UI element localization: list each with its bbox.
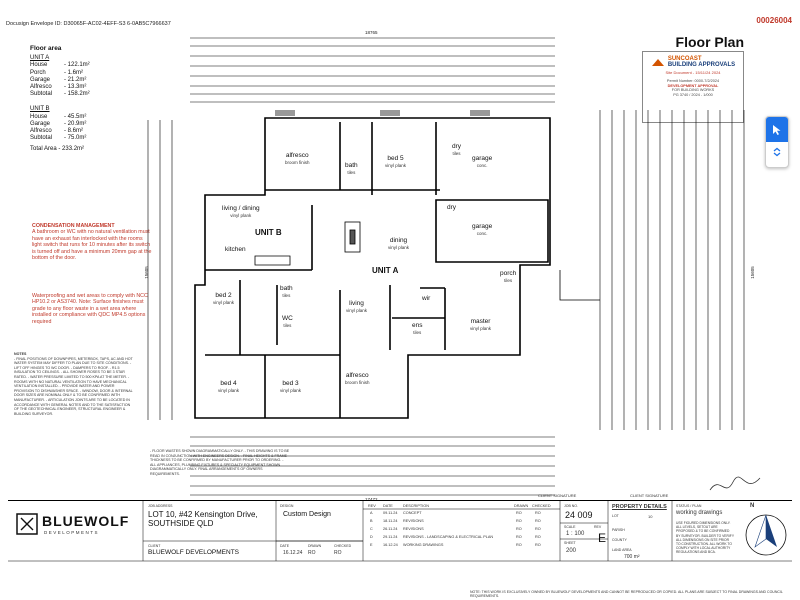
area-row: Garage - 20.9m²	[30, 120, 87, 127]
rev-cell: B	[370, 519, 373, 523]
waterproofing-note: Waterproofing and wet areas to comply with NCC HP10.2 or AS3740. Note: Surface finishes must grade to any floor waste in a wet area where installed or compliance with QDC MP4.5 options required	[32, 293, 148, 325]
checked-value: RO	[334, 550, 342, 556]
area-row: Alfresco - 8.6m²	[30, 128, 84, 135]
status-label: STATUS / PLAN	[676, 504, 702, 508]
client-label: CLIENT	[148, 544, 161, 548]
lot-label: LOT	[612, 514, 619, 518]
room-master: master vinyl plank	[470, 318, 492, 331]
rev-drawn-cell: RO	[516, 519, 522, 523]
condensation-body: A bathroom or WC with no natural ventilation must have an exhaust fan interlocked with the rooms light switch that runs for 10 minutes after its switch is turned off and have a minimum 20mm gap at the bottom of the door.	[32, 229, 152, 262]
notes-heading: NOTES	[14, 352, 27, 356]
lot-value: 10	[648, 514, 653, 519]
title-block-grid	[8, 501, 792, 573]
rev-checked-cell: RO	[535, 511, 541, 515]
total-area: Total Area - 233.2m²	[30, 146, 85, 153]
overall-width-bottom: 17472	[365, 497, 378, 502]
overall-depth-left: 15605	[143, 266, 149, 279]
scale-value: 1 : 100	[566, 531, 585, 537]
drawn-col-header: DRAWN	[514, 504, 529, 508]
design-name: Custom Design	[283, 511, 331, 518]
room-wir: wir	[422, 295, 431, 302]
rev-date-cell: 09.11.24	[383, 511, 398, 515]
scale-label: SCALE	[564, 525, 576, 529]
job-no-label: JOB NO.	[564, 504, 579, 508]
status-value: working drawings	[676, 510, 723, 516]
date-label: DATE	[280, 544, 290, 548]
room-alfresco-a: alfresco broom finish	[345, 372, 370, 385]
room-bed5: bed 5 vinyl plank	[385, 155, 407, 168]
room-ensuite: ens tiles	[412, 322, 423, 335]
sheet-label: SHEET	[564, 541, 576, 545]
land-area-label: LAND AREA	[612, 548, 632, 552]
rev-date-cell: 18.11.24	[383, 519, 398, 523]
page-title: Floor Plan	[675, 34, 744, 50]
room-alfresco-b: alfresco broom finish	[285, 152, 310, 165]
unit-a-label: UNIT A	[30, 55, 50, 62]
rev-date-cell: 29.11.24	[383, 535, 398, 539]
room-wc: WC tiles	[282, 315, 293, 328]
room-bed2: bed 2 vinyl plank	[213, 292, 235, 305]
checked-col-header: CHECKED	[532, 504, 551, 508]
rev-desc-cell: WORKING DRAWINGS	[403, 543, 444, 547]
copyright-note: NOTE: THIS WORK IS EXCLUSIVELY OWNED BY BLUEWOLF DEVELOPMENTS AND CANNOT BE REPRODUCED OR COPIED. ALL PLANS ARE SUBJECT TO FINAL DRAWINGS AND COUNCIL REQUIREMENTS.	[470, 590, 783, 598]
room-bath-a: bath tiles	[280, 285, 293, 298]
area-row: Subtotal - 158.2m²	[30, 91, 90, 98]
rev-checked-cell: RO	[535, 543, 541, 547]
rev-cell: E	[370, 543, 373, 547]
overall-width-top: 18765	[365, 30, 378, 35]
envelope-id: Docusign Envelope ID: D30065F-AC02-4EFF-S3 6-0AB5C7966637	[6, 21, 171, 27]
rev-drawn-cell: RO	[516, 511, 522, 515]
room-kitchen-b: kitchen	[225, 246, 246, 253]
client-signature-label-2: CLIENT SIGNATURE	[630, 493, 669, 498]
brand-name: BLUEWOLF	[42, 513, 130, 529]
county-label: COUNTY	[612, 538, 627, 542]
address-label: JOB ADDRESS	[148, 504, 173, 508]
brand-sub: DEVELOPMENTS	[44, 530, 100, 535]
client-signature-label-1: CLIENT SIGNATURE	[538, 493, 577, 498]
area-row: House - 45.5m²	[30, 113, 87, 120]
design-label: DESIGN	[280, 504, 294, 508]
room-bed4: bed 4 vinyl plank	[218, 380, 240, 393]
parish-label: PARISH	[612, 528, 625, 532]
room-dining-a: dining vinyl plank	[388, 237, 410, 250]
area-row: Garage - 21.2m²	[30, 76, 87, 83]
land-area-value: 700 m²	[624, 554, 640, 560]
room-bath-b: bath tiles	[345, 162, 358, 175]
area-row: Subtotal - 75.0m²	[30, 135, 87, 142]
room-living-b: living / dining vinyl plank	[222, 205, 260, 218]
stamp-brand-1: SUNCOAST	[667, 56, 702, 62]
condensation-heading: CONDENSATION MANAGEMENT	[32, 223, 115, 229]
general-notes-2: - FLOOR WASTES SHOWN DIAGRAMMATICALLY ONLY. - THIS DRAWING IS TO BE READ IN CONJUNCTION WITH ENGINEERS DESIGN. - FINAL HEIGHTS & FRAME THICKNESS TO BE CONFIRMED BY MANUFACTURER PRIOR TO ORDERING. - ALL APPLIANCES, PLUMBING FIXTURES & SPECIALTY EQUIPMENT SHOWN DIAGRAMMATICALLY ONLY. FINAL ARRANGEMENTS OF OWNERS REQUIREMENTS.	[150, 449, 290, 476]
unit-b-tag: UNIT B	[255, 228, 282, 237]
page-number: 00026004	[756, 16, 792, 25]
stamp-date: Site Document - 15/11/24 2024	[665, 70, 721, 75]
rev-label: REV	[594, 525, 602, 529]
rev-checked-cell: RO	[535, 527, 541, 531]
rev-drawn-cell: RO	[516, 527, 522, 531]
rev-date-cell: 16.12.24	[383, 543, 398, 547]
north-label: N	[750, 503, 755, 509]
rev-cell: D	[370, 535, 373, 539]
drawn-label: DRAWN	[308, 544, 322, 548]
stamp-permit: Permit Number: 0000-7/2/2024	[666, 79, 720, 83]
unit-b-label: UNIT B	[30, 106, 50, 113]
rev-checked-cell: RO	[535, 519, 541, 523]
room-porch: porch tiles	[500, 270, 517, 283]
room-laundry-b: dry tiles	[452, 143, 462, 156]
rev-desc-cell: REVISIONS - LANDSCAPING & ELECTRICAL PLAN	[403, 535, 494, 539]
room-bed3: bed 3 vinyl plank	[280, 380, 302, 393]
rev-value: E	[598, 531, 607, 545]
title-block	[8, 500, 792, 573]
drawn-value: RO	[308, 550, 316, 556]
rev-col-header: REV	[368, 504, 376, 508]
stamp-works: FOR BUILDING WORKS	[671, 88, 715, 93]
desc-col-header: DESCRIPTION	[403, 504, 429, 508]
floor-area-heading: Floor area	[30, 45, 62, 52]
date-col-header: DATE	[383, 504, 393, 508]
disclaimer: USE FIGURED DIMENSIONS ONLY. ALL LEVELS, SETOUT ARE PROPOSED & TO BE CONFIRMED BY SURVEYOR. BUILDER TO VERIFY ALL DIMENSIONS ON SITE PRIOR TO CONSTRUCTION. ALL WORK TO COMPLY WITH LOCAL AUTHORITY REGULATIONS AND BCA.	[676, 521, 734, 555]
stamp-brand-2: BUILDING APPROVALS	[667, 62, 736, 68]
client-name: BLUEWOLF DEVELOPMENTS	[148, 549, 240, 556]
rev-cell: A	[370, 511, 373, 515]
rev-desc-cell: REVISIONS	[403, 527, 424, 531]
room-laundry-a: dry	[447, 204, 457, 211]
rev-date-cell: 26.11.24	[383, 527, 398, 531]
room-garage-a: garage conc.	[472, 223, 493, 236]
rev-desc-cell: CONCEPT	[403, 511, 422, 515]
rev-desc-cell: REVISIONS	[403, 519, 424, 523]
rev-drawn-cell: RO	[516, 535, 522, 539]
area-row: Porch - 1.6m²	[30, 69, 84, 76]
date-value: 16.12.24	[283, 550, 303, 556]
signature-scribble	[705, 470, 765, 500]
unit-a-tag: UNIT A	[372, 266, 399, 275]
overall-depth-right: 15605	[749, 266, 755, 279]
stamp-ref: PG 3740 / 2024 - 1/000	[673, 92, 713, 97]
job-address: LOT 10, #42 Kensington Drive, SOUTHSIDE QLD	[148, 510, 258, 528]
rev-checked-cell: RO	[535, 535, 541, 539]
sheet-value: 200	[566, 548, 577, 554]
property-details-label: PROPERTY DETAILS	[612, 504, 667, 510]
rev-cell: C	[370, 527, 373, 531]
area-row: Alfresco - 13.3m²	[30, 84, 87, 91]
notes-body: - FINAL POSITIONS OF DOWNPIPES, METERBOX, TAPS, AC AND HOT WATER SYSTEM MAY DIFFER TO PLAN DUE TO SITE CONDITIONS. - LIFT OFF HINGES TO WC DOOR. - DAMPERS TO ROOF. - R1.5 INSULATION TO CEILINGS. - ALL SHOWER ROSES TO BE 3 STAR RATED. - WATER PRESSURE LIMITED TO 500 KPA AT THE METER. - ROOMS WITH NO NATURAL VENTILATION TO HAVE MECHANICAL VENTILATION INSTALLED. - PROVIDE WATER AND POWER PROVISION TO DISHWASHER SPACE. - WINDOW, DOOR & INTERNAL DOOR SIZES ARE NOMINAL ONLY & TO BE CONFIRMED WITH MANUFACTURER. - ARTICULATION JOINTS ARE TO BE LOCATED IN ACCORDANCE WITH GENERAL NOTES AND TO THE SATISFACTION OF THE GEOTECHNICAL ENGINEER, STRUCTURAL ENGINEER & BUILDING SURVEYOR.	[14, 356, 133, 416]
room-garage-b: garage conc.	[472, 155, 493, 168]
stamp-approval: DEVELOPMENT APPROVAL	[667, 83, 719, 88]
job-no: 24 009	[565, 510, 593, 520]
checked-label: CHECKED	[334, 544, 352, 548]
rev-drawn-cell: RO	[516, 543, 522, 547]
room-living-a: living vinyl plank	[346, 300, 368, 313]
area-row: House - 122.1m²	[30, 62, 90, 69]
